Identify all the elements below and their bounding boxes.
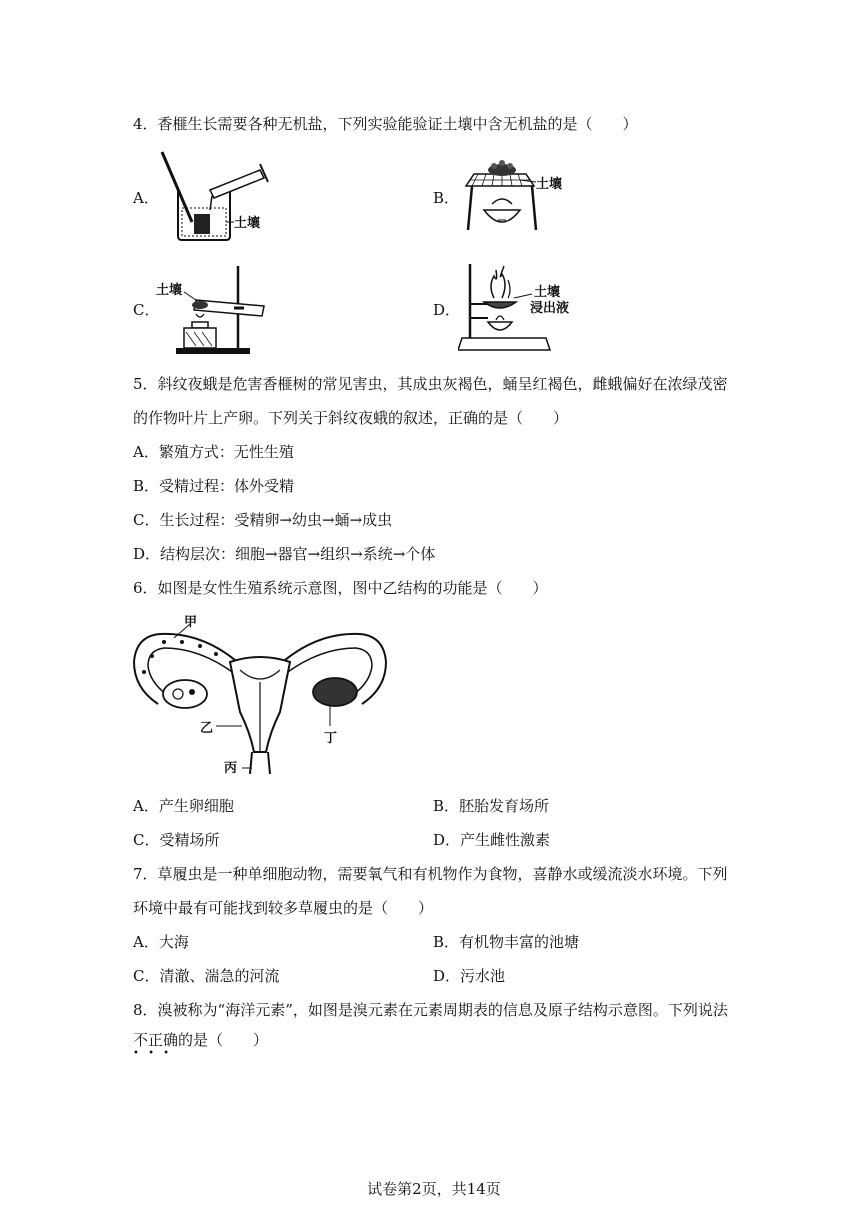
q6-stem: 6．如图是女性生殖系统示意图，图中乙结构的功能是（ ） <box>133 579 548 597</box>
q4-option-b-letter: B． <box>433 189 460 207</box>
q5-stem-line1: 5．斜纹夜蛾是危害香榧树的常见害虫，其成虫灰褐色，蛹呈红褐色，雌蛾偏好在浓绿茂密 <box>133 375 728 393</box>
q4-option-a-letter: A． <box>133 189 159 207</box>
q6-label-yi: 乙 <box>200 721 214 736</box>
q6-label-bing: 丙 <box>224 761 238 776</box>
q8-stem-line2: 不正确的是（ ） <box>133 1031 269 1049</box>
q8-emphasis-dots: • • • <box>133 1048 173 1059</box>
q5-option-c: C．生长过程：受精卵→幼虫→蛹→成虫 <box>133 511 393 529</box>
q7-option-c: C．清澈、湍急的河流 <box>133 967 280 985</box>
q7-option-a: A．大海 <box>133 933 189 951</box>
q4-d-extract-label: 浸出液 <box>530 301 570 316</box>
q4-figure-b <box>458 150 588 242</box>
q4-figure-a <box>152 150 282 242</box>
q4-figure-c <box>152 262 282 360</box>
q7-stem-line2: 环境中最有可能找到较多草履虫的是（ ） <box>133 899 434 917</box>
q4-option-c-letter: C． <box>133 301 160 319</box>
q6-option-b: B．胚胎发育场所 <box>433 797 550 815</box>
q6-reproductive-system-figure <box>130 612 390 782</box>
page-footer: 试卷第2页，共14页 <box>367 1180 501 1198</box>
q8-stem-line1: 8．溴被称为“海洋元素”，如图是溴元素在元素周期表的信息及原子结构示意图。下列说法 <box>133 1001 728 1019</box>
q7-stem-line1: 7．草履虫是一种单细胞动物，需要氧气和有机物作为食物，喜静水或缓流淡水环境。下列 <box>133 865 728 883</box>
q4-a-soil-label: 土壤 <box>234 216 261 231</box>
q4-d-soil-label: 土壤 <box>534 285 561 300</box>
q6-option-a: A．产生卵细胞 <box>133 797 234 815</box>
q7-option-b: B．有机物丰富的池塘 <box>433 933 580 951</box>
q6-label-jia: 甲 <box>184 615 198 630</box>
q4-option-d-letter: D． <box>433 301 461 319</box>
q5-option-a: A．繁殖方式：无性生殖 <box>133 443 294 461</box>
q6-option-d: D．产生雌性激素 <box>433 831 551 849</box>
q5-option-d: D．结构层次：细胞→器官→组织→系统→个体 <box>133 545 436 563</box>
q4-stem: 4．香榧生长需要各种无机盐，下列实验能验证土壤中含无机盐的是（ ） <box>133 115 638 133</box>
q7-option-d: D．污水池 <box>433 967 506 985</box>
q6-label-ding: 丁 <box>324 731 338 746</box>
q4-figure-d <box>458 258 598 358</box>
q6-option-c: C．受精场所 <box>133 831 220 849</box>
q4-b-soil-label: 土壤 <box>536 177 563 192</box>
q5-option-b: B．受精过程：体外受精 <box>133 477 295 495</box>
q4-c-soil-label: 土壤 <box>156 283 183 298</box>
q5-stem-line2: 的作物叶片上产卵。下列关于斜纹夜蛾的叙述，正确的是（ ） <box>133 409 569 427</box>
